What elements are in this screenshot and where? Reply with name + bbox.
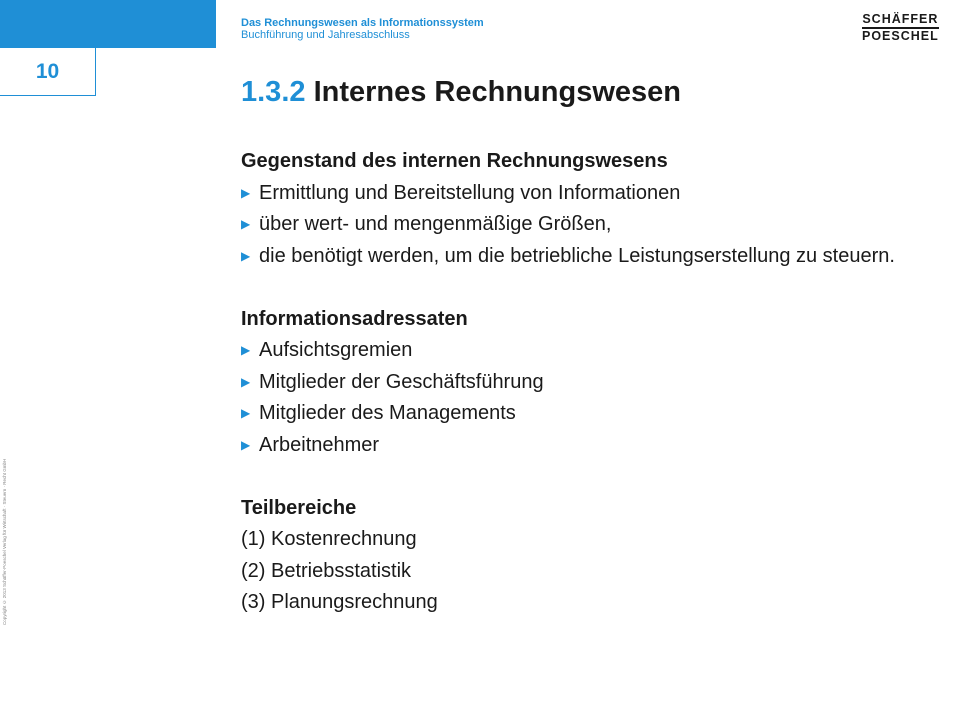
list-item-text: über wert- und mengenmäßige Größen, [259,213,612,235]
list-item-text: Mitglieder des Managements [259,402,516,424]
slide-title [241,76,681,109]
spacer [241,272,941,304]
section-heading: Informationsadressaten [241,307,468,330]
header-title: Das Rechnungswesen als Informationssystem [241,17,484,29]
page-number: 10 [0,48,96,96]
triangle-right-icon: ▶ [241,343,251,357]
logo-line-1: SCHÄFFER [862,12,939,26]
header [241,17,484,41]
section-heading: Teilbereiche [241,496,357,519]
slide-content [241,146,941,619]
list-item-text: Ermittlung und Bereitstellung von Informationen [259,181,681,204]
triangle-right-icon: ▶ [241,185,251,200]
numbered-item: (2) Betriebsstatistik [241,559,412,582]
header-accent-bar [0,0,216,48]
section-heading: Gegenstand des internen Rechnungswesens [241,150,668,172]
list-item [241,430,941,462]
copyright-notice: Copyright © 2013 Schäffer-Poeschel Verlag für Wirtschaft · Steuern · Recht GmbH [2,458,7,625]
title-text: Internes Rechnungswesen [313,76,681,108]
list-item-text: die benötigt werden, um die betriebliche Leistungserstellung zu steuern. [259,244,895,267]
list-item [241,241,941,273]
list-item-text: Mitglieder der Geschäftsführung [259,370,544,393]
list-item-text: Arbeitnehmer [259,433,380,456]
triangle-right-icon: ▶ [241,406,251,420]
spacer [241,461,941,493]
list-item-text: Aufsichtsgremien [259,339,413,361]
section-number: 1.3.2 [241,76,306,108]
triangle-right-icon: ▶ [241,217,251,231]
publisher-logo [862,13,939,43]
numbered-item: (3) Planungsrechnung [241,591,438,613]
list-item [241,398,941,430]
triangle-right-icon: ▶ [241,248,251,263]
list-item [241,178,941,210]
list-item [241,209,941,241]
triangle-right-icon: ▶ [241,437,251,452]
list-item [241,367,941,399]
triangle-right-icon: ▶ [241,374,251,389]
list-item [241,335,941,367]
numbered-item: (1) Kostenrechnung [241,528,417,550]
logo-line-2: POESCHEL [862,28,939,43]
header-subtitle: Buchführung und Jahresabschluss [241,29,410,41]
